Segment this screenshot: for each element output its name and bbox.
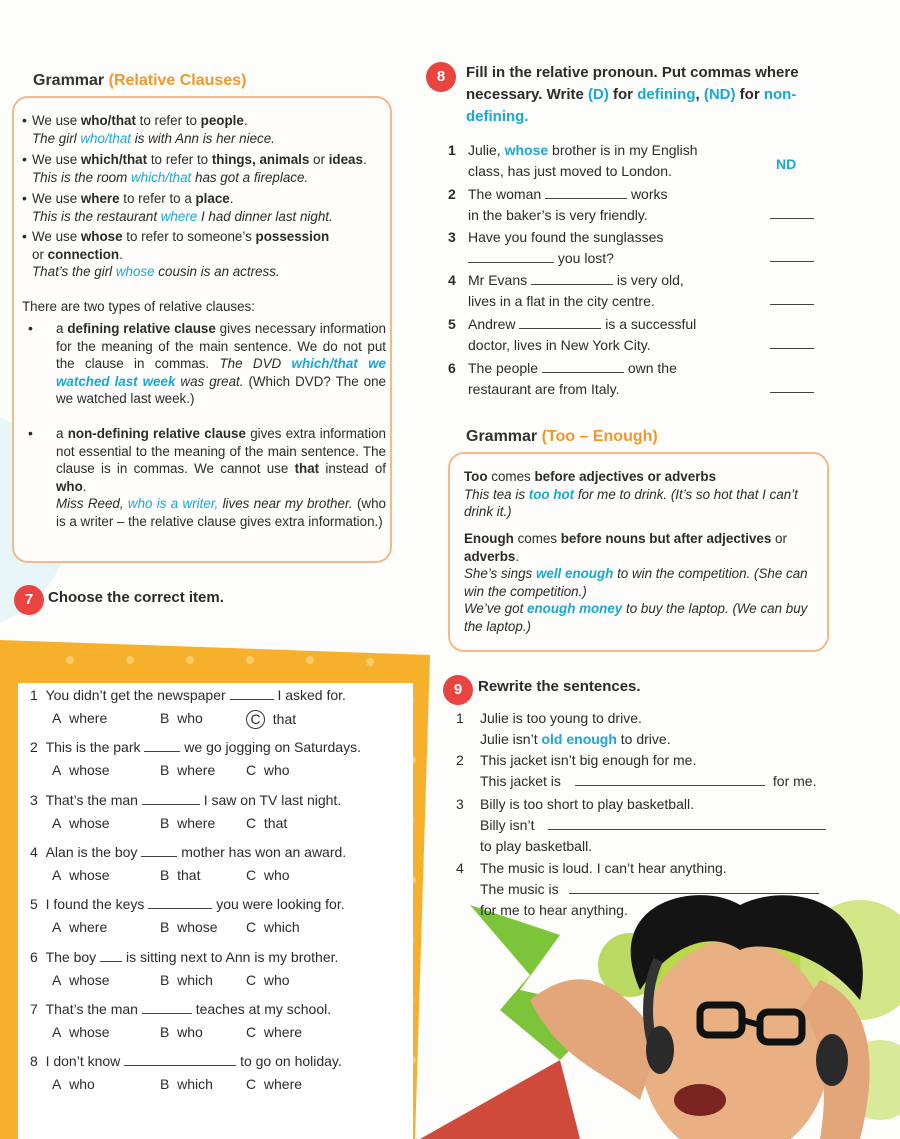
question-text: The boy (45, 948, 97, 965)
item-number: 5 (448, 316, 456, 332)
option-b[interactable]: B who (160, 710, 203, 726)
option-text: that (263, 814, 288, 831)
option-text: that (177, 866, 201, 883)
answer-blank[interactable] (542, 360, 624, 373)
option-b[interactable]: B who (160, 1023, 203, 1040)
question-number: 6 (30, 948, 38, 965)
question-3 (30, 791, 410, 809)
answer-blank[interactable] (142, 792, 200, 805)
option-text: whose (69, 814, 110, 831)
rule-who: • We use who/that to refer to people. The girl who/that is with Ann is her niece. (22, 112, 275, 146)
grammar-subtitle: (Relative Clauses) (108, 72, 247, 89)
question-4 (30, 843, 410, 861)
question-text: You didn’t get the newspaper (45, 687, 226, 703)
option-text: which (263, 919, 300, 936)
answer-blank[interactable] (148, 896, 212, 909)
types-intro: There are two types of relative clauses: (22, 299, 255, 314)
option-c[interactable] (246, 710, 296, 729)
item-number: 2 (448, 186, 456, 202)
question-text: I found the keys (45, 896, 145, 913)
answer-blank[interactable] (531, 272, 613, 285)
option-text: who (263, 971, 290, 988)
item-number: 6 (448, 360, 456, 376)
option-a[interactable]: A whose (52, 1023, 110, 1040)
option-c[interactable]: C who (246, 762, 290, 779)
question-number: 4 (30, 843, 38, 860)
relative-clauses-box (12, 96, 392, 563)
option-c[interactable]: C who (246, 971, 290, 988)
question-number: 5 (30, 896, 38, 913)
option-c[interactable]: C which (246, 919, 300, 936)
exercise-9-list (456, 708, 836, 922)
option-b[interactable]: B where (160, 762, 216, 779)
question-text: That’s the man (45, 1000, 138, 1017)
bullet-icon: • (22, 112, 27, 128)
defining-clause-rule: • a defining relative clause gives necessary information for the meaning of the main sentence. We do not put the clause in commas. The DVD which/that we watched last week was great. (Which DVD? The one we watched last week.) (28, 320, 386, 406)
answer-blank[interactable] (124, 1053, 236, 1066)
question-text: to go on holiday. (240, 1053, 342, 1070)
bullet-icon: • (28, 320, 33, 336)
too-rule: Too comes before adjectives or adverbs This tea is too hot for me to drink. (It’s so hot that I can’t drink it.) (464, 469, 798, 519)
exercise-8-badge: 8 (426, 62, 456, 92)
option-b[interactable]: B which (160, 1076, 213, 1093)
answer-blank[interactable] (770, 336, 814, 349)
non-defining-clause-rule: • a non-defining relative clause gives extra information not essential to the meaning of the main sentence. The clause is in commas. We cannot use that instead of who. Miss Reed, who is a writer, lives near my brother. (who is a writer – the relative clause gives extra information.) (28, 425, 387, 529)
exercise-7-title: Choose the correct item. (48, 589, 224, 606)
option-text: who (177, 710, 203, 726)
question-text: I asked for. (277, 687, 346, 703)
question-text: I don’t know (45, 1053, 121, 1070)
answer-blank[interactable] (770, 206, 814, 219)
option-c[interactable]: C who (246, 866, 290, 883)
bullet-icon: • (22, 151, 27, 167)
item-number: 3 (448, 229, 456, 245)
option-text: that (272, 711, 297, 727)
answer-blank[interactable] (519, 316, 601, 329)
question-text: This is the park (45, 739, 141, 756)
option-text: where (263, 1023, 303, 1040)
answer-blank[interactable] (141, 844, 177, 857)
bullet-icon: • (22, 190, 27, 206)
circled-answer-icon: C (246, 710, 265, 729)
option-a[interactable]: A where (52, 710, 108, 726)
option-text: whose (69, 762, 110, 779)
question-number: 2 (30, 739, 38, 756)
grammar-heading-too-enough (466, 428, 658, 446)
question-1 (30, 686, 410, 704)
grammar-title: Grammar (33, 72, 105, 89)
option-text: where (69, 919, 108, 936)
option-text: where (263, 1076, 303, 1093)
question-8 (30, 1052, 410, 1070)
option-a[interactable]: A who (52, 1076, 95, 1093)
question-number: 8 (30, 1053, 38, 1070)
question-text: you were looking for. (216, 896, 345, 913)
option-a[interactable]: A whose (52, 762, 110, 779)
rewrite-item: 2 This jacket isn’t big enough for me. This jacket is for me. (456, 752, 817, 789)
option-text: which (177, 971, 213, 988)
question-text: teaches at my school. (195, 1000, 332, 1017)
rule-which: • We use which/that to refer to things, animals or ideas. This is the room which/that has got a fireplace. (22, 151, 367, 185)
question-number: 3 (30, 791, 38, 808)
option-b[interactable]: B that (160, 866, 201, 883)
grammar-title: Grammar (466, 428, 538, 445)
option-a[interactable]: A where (52, 919, 108, 936)
answer-blank[interactable] (144, 739, 180, 752)
option-b[interactable]: B where (160, 814, 216, 831)
answer-blank[interactable] (548, 817, 826, 830)
answer-blank[interactable] (770, 249, 814, 262)
option-text: which (177, 1076, 213, 1093)
question-6 (30, 948, 410, 966)
option-text: where (69, 710, 108, 726)
grammar-heading-relative (33, 72, 246, 90)
question-text: That’s the man (45, 791, 138, 808)
option-b[interactable]: B whose (160, 919, 218, 936)
question-text: is sitting next to Ann is my brother. (125, 948, 339, 965)
option-text: who (263, 866, 290, 883)
option-text: whose (69, 971, 110, 988)
exercise-9-badge: 9 (443, 675, 473, 705)
answer-blank[interactable] (545, 186, 627, 199)
rewrite-item: 1 Julie is too young to drive. Julie isn’t old enough to drive. (456, 710, 671, 747)
exercise-7-badge: 7 (14, 585, 44, 615)
option-c[interactable]: C where (246, 1076, 303, 1093)
question-5 (30, 895, 410, 913)
answer-label: ND (776, 156, 797, 172)
option-text: where (177, 762, 216, 779)
option-c[interactable]: C where (246, 1023, 303, 1040)
option-c[interactable]: C that (246, 814, 288, 831)
grammar-subtitle: (Too – Enough) (541, 428, 658, 445)
answer-blank[interactable] (770, 380, 814, 393)
option-text: whose (69, 866, 110, 883)
question-number: 7 (30, 1000, 38, 1017)
too-enough-box (448, 452, 829, 652)
enough-rule: Enough comes before nouns but after adjectives or adverbs. She’s sings well enough to win the competition. (She can win the competition.) We’ve got enough money to buy the laptop. (We can buy the laptop.) (464, 531, 808, 634)
answer-blank[interactable] (468, 250, 554, 263)
answer-blank[interactable] (569, 881, 819, 894)
bullet-icon: • (28, 425, 33, 441)
question-text: mother has won an award. (181, 843, 347, 860)
rule-where: • We use where to refer to a place. This is the restaurant where I had dinner last night. (22, 190, 333, 224)
option-b[interactable]: B which (160, 971, 213, 988)
question-number: 1 (30, 687, 38, 703)
workbook-page: Grammar (Relative Clauses) • We use who/that to refer to people. The girl who/that is with Ann is her niece. • We use which/that to refer to things, animals or ideas. This is the room which/that has got a fireplace. • We use where to refer to a place. This is the restaurant where I had dinner last night. • We use whose to refer to someone’s possession or connection. That’s the girl whose cousin is an actress. There are two types of relative clauses: • a defining relative clause gives necessary information for the meaning of the main sentence. We do not put the clause in commas. The DVD which/that we watched last week was great. (Which DVD? The one we watched last week.) • a non-defining relative clause gives extra information not essential to the meaning of the main sentence. The clause is in commas. We cannot use that instead of who. Miss Reed, who is a writer, lives near my brother. (who is a writer – the relative clause gives extra information.) 7 Choose the correct item. 1 You didn’t get the newspaper I asked for. A where B who C that 2 This is the park we go jogging on Saturdays. A whose B where C who 3 That’s the man I saw on TV last night. A whose B where C that 4 Alan is the boy mother has won an award. A whose B that C who 5 I found the keys you were looking for. A where B whose C which 6 The boy is sitting next to Ann is my brother. A whose B which C who 7 That’s the man teaches at my school. A whose B who C where 8 I don’t know to go on holiday. A who B which C where 8 Fill in the relative pronoun. Put commas where necessary. Write (D) for defining, (ND) for non- defining. 1 Julie, whose brother is in my English class, has just moved to London. ND 2 The woman works in the baker’s is very friendly. 3 Have you found the sunglasses you lost? 4 Mr Evans is very old, lives in a flat in the city centre. 5 Andrew is a successful doctor, lives in New York City. 6 The people own the restaurant are from Italy. Grammar (Too – Enough) Too comes before adjectives or adverbs This tea is too hot for me to drink. (It’s so hot that I can’t drink it.) Enough comes before nouns but after adjectives or adverbs. She’s sings well enough to win the competition. (She can win the competition.) We’ve got enough money to buy the laptop. (We can buy the laptop.) 9 Rewrite the sentences. 1 Julie is too young to drive. Julie isn’t old enough to drive. 2 This jacket isn’t big enough for me. This jacket is for me. 3 Billy is too short to play basketball. Billy isn’t to play basketball. 4 The music is loud. I can’t hear anything. The music is for me to hear anything. (0, 0, 900, 1139)
question-text: we go jogging on Saturdays. (184, 739, 361, 756)
exercise-9-title: Rewrite the sentences. (478, 678, 641, 695)
answer-blank[interactable] (575, 773, 765, 786)
question-text: I saw on TV last night. (203, 791, 342, 808)
rule-whose: • We use whose to refer to someone’s possession or connection. That’s the girl whose cousin is an actress. (22, 228, 330, 279)
option-text: where (177, 814, 216, 831)
bullet-icon: • (22, 228, 27, 244)
item-number: 1 (448, 142, 456, 158)
option-text: who (69, 1076, 95, 1093)
answer-blank[interactable] (142, 1001, 192, 1014)
option-text: whose (69, 1023, 110, 1040)
option-a[interactable]: A whose (52, 866, 110, 883)
answer-blank[interactable] (230, 687, 274, 700)
option-text: whose (177, 919, 218, 936)
question-7 (30, 1000, 410, 1018)
exercise-8-instructions: Fill in the relative pronoun. Put commas where necessary. Write (D) for defining, (ND) for non- defining. (466, 64, 799, 125)
option-text: who (263, 762, 290, 779)
item-number: 4 (448, 272, 456, 288)
question-2 (30, 738, 410, 756)
rewrite-item: 3 Billy is too short to play basketball. Billy isn’t to play basketball. (456, 794, 836, 858)
option-a[interactable]: A whose (52, 814, 110, 831)
answer-blank[interactable] (100, 949, 122, 962)
question-text: Alan is the boy (45, 843, 138, 860)
option-a[interactable]: A whose (52, 971, 110, 988)
answer-blank[interactable] (770, 292, 814, 305)
option-text: who (177, 1023, 203, 1040)
rewrite-item: 4 The music is loud. I can’t hear anything. The music is for me to hear anything. (456, 858, 836, 922)
